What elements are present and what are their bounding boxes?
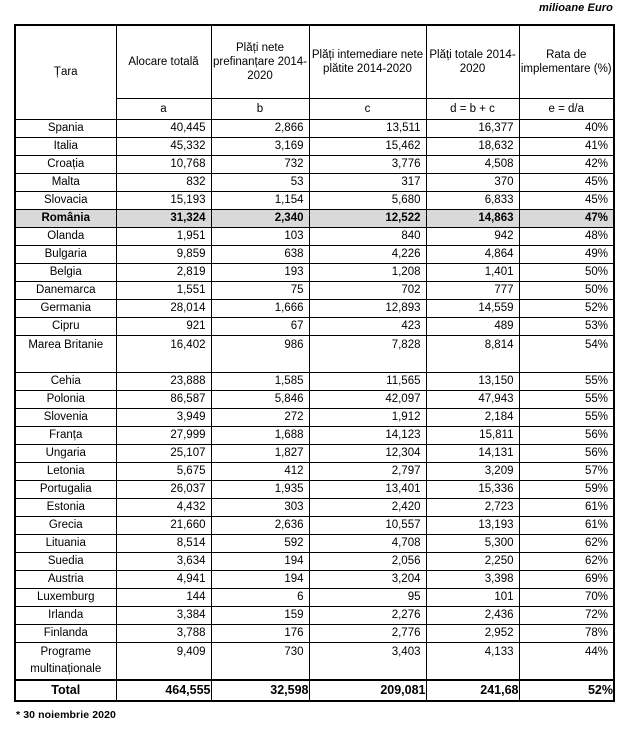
cell-d: 3,209 bbox=[426, 462, 519, 480]
cell-c: 13,401 bbox=[309, 480, 426, 498]
cell-country: Danemarca bbox=[15, 281, 116, 299]
cell-d: 4,864 bbox=[426, 245, 519, 263]
cell-a: 4,941 bbox=[116, 570, 211, 588]
cell-country: Grecia bbox=[15, 516, 116, 534]
table-row bbox=[15, 624, 614, 642]
cell-a: 16,402 bbox=[116, 335, 211, 372]
table-row bbox=[15, 570, 614, 588]
table-body bbox=[15, 119, 614, 680]
cell-b: 75 bbox=[211, 281, 309, 299]
cell-country: Belgia bbox=[15, 263, 116, 281]
cell-a: 144 bbox=[116, 588, 211, 606]
cell-b: 638 bbox=[211, 245, 309, 263]
cell-a: 45,332 bbox=[116, 137, 211, 155]
cell-b: 194 bbox=[211, 570, 309, 588]
cell-a: 25,107 bbox=[116, 444, 211, 462]
cell-country: Lituania bbox=[15, 534, 116, 552]
cell-e: 40% bbox=[519, 119, 614, 137]
cell-d: 15,811 bbox=[426, 426, 519, 444]
cell-e: 72% bbox=[519, 606, 614, 624]
cell-e: 62% bbox=[519, 534, 614, 552]
cell-country: Polonia bbox=[15, 390, 116, 408]
cell-country: Cehia bbox=[15, 372, 116, 390]
cell-b: 159 bbox=[211, 606, 309, 624]
cell-d: 489 bbox=[426, 317, 519, 335]
column-key-b: b bbox=[211, 98, 309, 119]
cell-country: Suedia bbox=[15, 552, 116, 570]
cell-c: 10,557 bbox=[309, 516, 426, 534]
table-row bbox=[15, 480, 614, 498]
cell-country: Cipru bbox=[15, 317, 116, 335]
cell-country: Ungaria bbox=[15, 444, 116, 462]
header-row-titles bbox=[15, 25, 614, 98]
cell-e: 61% bbox=[519, 516, 614, 534]
table-row bbox=[15, 119, 614, 137]
cell-c: 12,893 bbox=[309, 299, 426, 317]
cell-c: 2,797 bbox=[309, 462, 426, 480]
cell-e: 44% bbox=[519, 642, 614, 680]
column-key-a: a bbox=[116, 98, 211, 119]
column-key-e: e = d/a bbox=[519, 98, 614, 119]
cell-e: 41% bbox=[519, 137, 614, 155]
column-header-country: Țara bbox=[15, 25, 116, 119]
cell-a: 9,409 bbox=[116, 642, 211, 680]
cell-total-b: 32,598 bbox=[211, 680, 309, 701]
cell-d: 2,250 bbox=[426, 552, 519, 570]
cell-a: 15,193 bbox=[116, 191, 211, 209]
cell-total-e: 52% bbox=[519, 680, 614, 701]
cell-a: 26,037 bbox=[116, 480, 211, 498]
footnote: * 30 noiembrie 2020 bbox=[16, 709, 116, 721]
cell-d: 2,184 bbox=[426, 408, 519, 426]
cell-country: Estonia bbox=[15, 498, 116, 516]
cell-a: 21,660 bbox=[116, 516, 211, 534]
cell-c: 840 bbox=[309, 227, 426, 245]
cell-a: 5,675 bbox=[116, 462, 211, 480]
cell-total-label: Total bbox=[15, 680, 116, 701]
cell-country: Irlanda bbox=[15, 606, 116, 624]
cell-country: Malta bbox=[15, 173, 116, 191]
column-key-c: c bbox=[309, 98, 426, 119]
cell-a: 86,587 bbox=[116, 390, 211, 408]
cell-b: 730 bbox=[211, 642, 309, 680]
cell-a: 8,514 bbox=[116, 534, 211, 552]
cell-d: 2,723 bbox=[426, 498, 519, 516]
table-row bbox=[15, 606, 614, 624]
cell-d: 101 bbox=[426, 588, 519, 606]
cell-c: 2,056 bbox=[309, 552, 426, 570]
cell-e: 61% bbox=[519, 498, 614, 516]
cell-c: 702 bbox=[309, 281, 426, 299]
table-footer bbox=[15, 680, 614, 701]
cell-c: 11,565 bbox=[309, 372, 426, 390]
cell-country: Slovenia bbox=[15, 408, 116, 426]
cell-c: 3,403 bbox=[309, 642, 426, 680]
table-row bbox=[15, 390, 614, 408]
cell-b: 1,688 bbox=[211, 426, 309, 444]
cell-e: 55% bbox=[519, 408, 614, 426]
cell-d: 15,336 bbox=[426, 480, 519, 498]
cell-e: 48% bbox=[519, 227, 614, 245]
cell-d: 47,943 bbox=[426, 390, 519, 408]
allocation-table-container bbox=[14, 24, 613, 702]
table-row bbox=[15, 155, 614, 173]
column-header-plati-nete-prefinantare: Plăți nete prefinanțare 2014-2020 bbox=[211, 25, 309, 98]
table-row bbox=[15, 372, 614, 390]
table-row bbox=[15, 317, 614, 335]
table-row bbox=[15, 408, 614, 426]
cell-e: 50% bbox=[519, 281, 614, 299]
cell-c: 2,776 bbox=[309, 624, 426, 642]
cell-country: Bulgaria bbox=[15, 245, 116, 263]
cell-e: 42% bbox=[519, 155, 614, 173]
table-row bbox=[15, 191, 614, 209]
cell-d: 8,814 bbox=[426, 335, 519, 372]
unit-caption: milioane Euro bbox=[538, 2, 613, 14]
cell-c: 5,680 bbox=[309, 191, 426, 209]
cell-a: 3,384 bbox=[116, 606, 211, 624]
cell-d: 13,150 bbox=[426, 372, 519, 390]
table-row bbox=[15, 335, 614, 372]
cell-b: 193 bbox=[211, 263, 309, 281]
cell-country: Franța bbox=[15, 426, 116, 444]
cell-e: 55% bbox=[519, 372, 614, 390]
table-total-row bbox=[15, 680, 614, 701]
cell-e: 52% bbox=[519, 299, 614, 317]
cell-c: 15,462 bbox=[309, 137, 426, 155]
cell-b: 53 bbox=[211, 173, 309, 191]
cell-a: 2,819 bbox=[116, 263, 211, 281]
cell-e: 57% bbox=[519, 462, 614, 480]
cell-e: 56% bbox=[519, 444, 614, 462]
cell-b: 6 bbox=[211, 588, 309, 606]
cell-b: 1,585 bbox=[211, 372, 309, 390]
cell-e: 53% bbox=[519, 317, 614, 335]
column-header-alocare-totala: Alocare totală bbox=[116, 25, 211, 98]
cell-country: Marea Britanie bbox=[15, 335, 116, 372]
cell-b: 303 bbox=[211, 498, 309, 516]
column-header-plati-totale: Plăți totale 2014- 2020 bbox=[426, 25, 519, 98]
cell-c: 4,226 bbox=[309, 245, 426, 263]
cell-b: 272 bbox=[211, 408, 309, 426]
cell-a: 3,788 bbox=[116, 624, 211, 642]
cell-country: România bbox=[15, 209, 116, 227]
cell-d: 14,863 bbox=[426, 209, 519, 227]
table-row bbox=[15, 263, 614, 281]
cell-country: Croația bbox=[15, 155, 116, 173]
cell-d: 1,401 bbox=[426, 263, 519, 281]
cell-country: Letonia bbox=[15, 462, 116, 480]
column-key-d: d = b + c bbox=[426, 98, 519, 119]
cell-d: 16,377 bbox=[426, 119, 519, 137]
cell-b: 2,340 bbox=[211, 209, 309, 227]
cell-a: 1,551 bbox=[116, 281, 211, 299]
cell-a: 832 bbox=[116, 173, 211, 191]
cell-d: 14,131 bbox=[426, 444, 519, 462]
cell-d: 2,952 bbox=[426, 624, 519, 642]
cell-c: 12,522 bbox=[309, 209, 426, 227]
allocation-table bbox=[14, 24, 615, 702]
cell-total-c: 209,081 bbox=[309, 680, 426, 701]
cell-e: 45% bbox=[519, 191, 614, 209]
table-row bbox=[15, 245, 614, 263]
cell-b: 732 bbox=[211, 155, 309, 173]
cell-d: 14,559 bbox=[426, 299, 519, 317]
cell-country: Spania bbox=[15, 119, 116, 137]
cell-e: 45% bbox=[519, 173, 614, 191]
cell-b: 1,154 bbox=[211, 191, 309, 209]
cell-country: Slovacia bbox=[15, 191, 116, 209]
cell-d: 5,300 bbox=[426, 534, 519, 552]
cell-c: 2,276 bbox=[309, 606, 426, 624]
cell-b: 176 bbox=[211, 624, 309, 642]
cell-d: 18,632 bbox=[426, 137, 519, 155]
table-row bbox=[15, 173, 614, 191]
cell-e: 56% bbox=[519, 426, 614, 444]
cell-b: 194 bbox=[211, 552, 309, 570]
cell-d: 777 bbox=[426, 281, 519, 299]
cell-d: 13,193 bbox=[426, 516, 519, 534]
cell-e: 54% bbox=[519, 335, 614, 372]
cell-d: 4,133 bbox=[426, 642, 519, 680]
cell-c: 12,304 bbox=[309, 444, 426, 462]
table-row bbox=[15, 444, 614, 462]
cell-c: 423 bbox=[309, 317, 426, 335]
cell-country: Austria bbox=[15, 570, 116, 588]
cell-country: Italia bbox=[15, 137, 116, 155]
cell-e: 50% bbox=[519, 263, 614, 281]
column-header-plati-intemediare: Plăți intemediare nete plătite 2014-2020 bbox=[309, 25, 426, 98]
cell-total-a: 464,555 bbox=[116, 680, 211, 701]
table-row bbox=[15, 299, 614, 317]
cell-country: Programe multinaționale bbox=[15, 642, 116, 680]
cell-a: 4,432 bbox=[116, 498, 211, 516]
cell-c: 3,776 bbox=[309, 155, 426, 173]
cell-a: 28,014 bbox=[116, 299, 211, 317]
cell-c: 4,708 bbox=[309, 534, 426, 552]
table-row bbox=[15, 137, 614, 155]
table-row bbox=[15, 642, 614, 680]
cell-d: 4,508 bbox=[426, 155, 519, 173]
cell-e: 47% bbox=[519, 209, 614, 227]
cell-c: 2,420 bbox=[309, 498, 426, 516]
table-row bbox=[15, 281, 614, 299]
cell-b: 5,846 bbox=[211, 390, 309, 408]
column-header-rata-implementare: Rata de implementare (%) bbox=[519, 25, 614, 98]
table-row bbox=[15, 426, 614, 444]
cell-b: 3,169 bbox=[211, 137, 309, 155]
cell-a: 23,888 bbox=[116, 372, 211, 390]
table-row bbox=[15, 588, 614, 606]
table-row bbox=[15, 227, 614, 245]
table-header bbox=[15, 25, 614, 119]
cell-c: 14,123 bbox=[309, 426, 426, 444]
cell-b: 1,935 bbox=[211, 480, 309, 498]
table-row bbox=[15, 534, 614, 552]
cell-e: 78% bbox=[519, 624, 614, 642]
cell-d: 3,398 bbox=[426, 570, 519, 588]
cell-a: 10,768 bbox=[116, 155, 211, 173]
cell-b: 1,827 bbox=[211, 444, 309, 462]
cell-e: 49% bbox=[519, 245, 614, 263]
cell-d: 2,436 bbox=[426, 606, 519, 624]
cell-b: 1,666 bbox=[211, 299, 309, 317]
cell-country: Luxemburg bbox=[15, 588, 116, 606]
cell-c: 7,828 bbox=[309, 335, 426, 372]
table-row bbox=[15, 209, 614, 227]
cell-a: 3,634 bbox=[116, 552, 211, 570]
cell-c: 3,204 bbox=[309, 570, 426, 588]
cell-b: 67 bbox=[211, 317, 309, 335]
table-row bbox=[15, 462, 614, 480]
cell-b: 986 bbox=[211, 335, 309, 372]
cell-country: Finlanda bbox=[15, 624, 116, 642]
cell-d: 942 bbox=[426, 227, 519, 245]
cell-c: 13,511 bbox=[309, 119, 426, 137]
cell-c: 317 bbox=[309, 173, 426, 191]
cell-c: 1,912 bbox=[309, 408, 426, 426]
cell-e: 59% bbox=[519, 480, 614, 498]
cell-b: 2,636 bbox=[211, 516, 309, 534]
cell-c: 1,208 bbox=[309, 263, 426, 281]
cell-a: 27,999 bbox=[116, 426, 211, 444]
cell-a: 40,445 bbox=[116, 119, 211, 137]
cell-country: Olanda bbox=[15, 227, 116, 245]
cell-a: 921 bbox=[116, 317, 211, 335]
cell-a: 1,951 bbox=[116, 227, 211, 245]
cell-e: 70% bbox=[519, 588, 614, 606]
cell-b: 103 bbox=[211, 227, 309, 245]
cell-b: 592 bbox=[211, 534, 309, 552]
cell-c: 42,097 bbox=[309, 390, 426, 408]
cell-d: 6,833 bbox=[426, 191, 519, 209]
cell-b: 2,866 bbox=[211, 119, 309, 137]
cell-country: Portugalia bbox=[15, 480, 116, 498]
cell-e: 69% bbox=[519, 570, 614, 588]
cell-a: 31,324 bbox=[116, 209, 211, 227]
table-row bbox=[15, 498, 614, 516]
cell-e: 62% bbox=[519, 552, 614, 570]
table-row bbox=[15, 552, 614, 570]
table-row bbox=[15, 516, 614, 534]
cell-b: 412 bbox=[211, 462, 309, 480]
cell-total-d: 241,68 bbox=[426, 680, 519, 701]
cell-c: 95 bbox=[309, 588, 426, 606]
cell-country: Germania bbox=[15, 299, 116, 317]
cell-d: 370 bbox=[426, 173, 519, 191]
cell-e: 55% bbox=[519, 390, 614, 408]
cell-a: 3,949 bbox=[116, 408, 211, 426]
cell-a: 9,859 bbox=[116, 245, 211, 263]
